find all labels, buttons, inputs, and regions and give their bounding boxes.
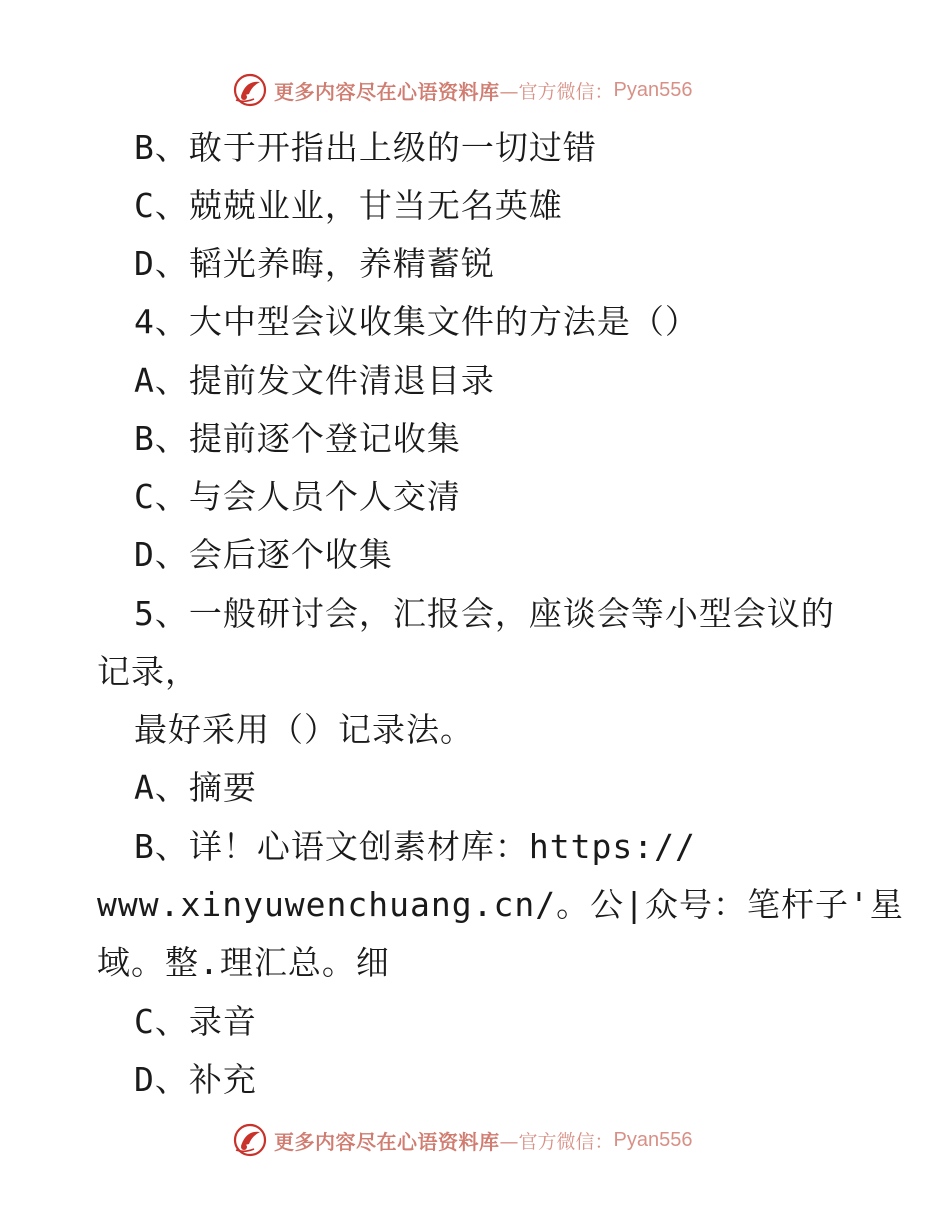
text-line: D、补充 [134,1060,257,1099]
question-line: 4、大中型会议收集文件的方法是（） [134,302,699,341]
text-line: C、录音 [134,1002,257,1041]
text-line: www.xinyuwenchuang.cn/。公|众号：笔杆子'星 [97,885,904,924]
header-banner [232,72,692,108]
footer-banner [232,1122,692,1158]
text-line: C、兢兢业业，甘当无名英雄 [134,186,563,225]
text-line: D、会后逐个收集 [134,535,393,574]
text-line: 最好采用（）记录法。 [134,710,474,749]
logo-icon [232,1122,268,1158]
question-line: 5、一般研讨会，汇报会，座谈会等小型会议的 [134,594,835,633]
text-line: A、摘要 [134,768,257,807]
banner-main-text: 更多内容尽在心语资料库 [274,79,500,104]
banner-main-text: 更多内容尽在心语资料库 [274,1129,500,1154]
logo-icon [232,72,268,108]
text-line: B、详！心语文创素材库：https:// [134,827,696,866]
text-line: D、韬光养晦，养精蓄锐 [134,244,495,283]
text-line: B、提前逐个登记收集 [134,419,461,458]
text-line: A、提前发文件清退目录 [134,361,495,400]
banner-separator-text: —官方微信： [499,1130,614,1153]
text-line: 域。整.理汇总。细 [97,943,390,982]
banner-wechat-id: Pyan556 [613,1128,693,1151]
banner-wechat-id: Pyan556 [613,78,693,101]
text-line: C、与会人员个人交清 [134,477,461,516]
text-line: 记录， [97,652,199,691]
banner-separator-text: —官方微信： [499,80,614,103]
text-line: B、敢于开指出上级的一切过错 [134,128,597,167]
